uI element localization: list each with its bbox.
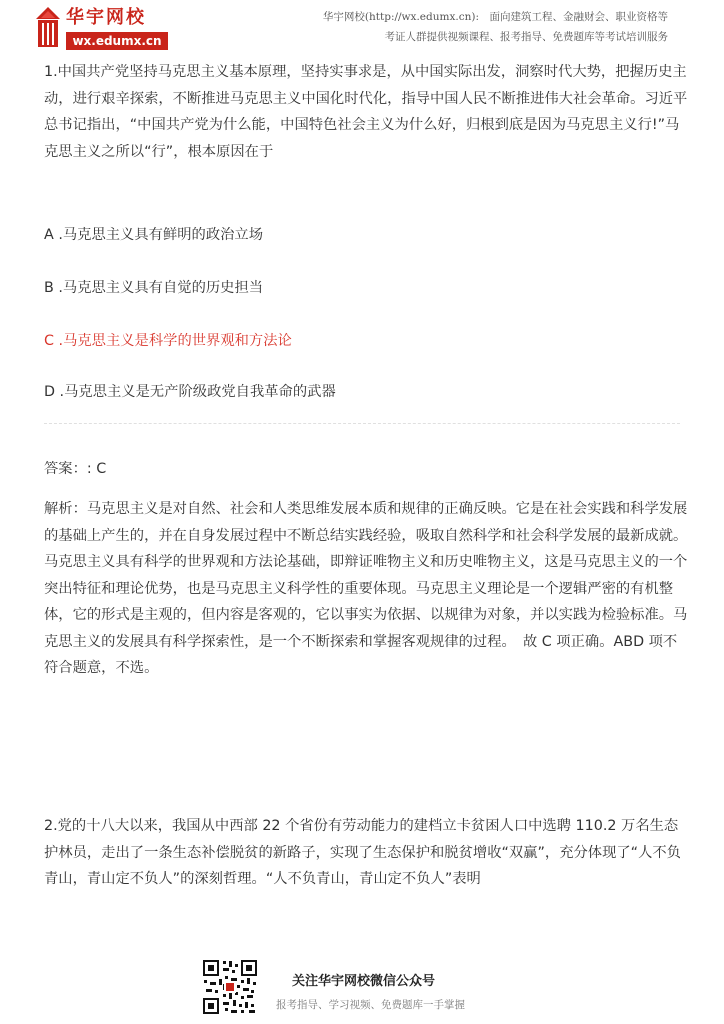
question-2-text: 2.党的十八大以来，我国从中西部 22 个省份有劳动能力的建档立卡贫困人口中选聘 110.2 万名生态护林员，走出了一条生态补偿脱贫的新路子，实现了生态保护和脱贫增收“双赢”，充分体现了“人不负青山，青山定不负人”的深刻哲理。“人不负青山，青山定不负人”表明: [44, 818, 681, 887]
header-tagline-line2: 考证人群提供视频课程、报考指导、免费题库等考试培训服务: [384, 31, 668, 43]
option-a: A .马克思主义具有鲜明的政治立场: [44, 227, 264, 243]
footer-follow-subtitle: 报考指导、学习视频、免费题库一手掌握: [276, 999, 465, 1011]
header-tagline-line1: 华宇网校(http://wx.edumx.cn): 面向建筑工程、金融财会、职业资格等: [322, 11, 668, 23]
site-logo[interactable]: [34, 6, 168, 48]
wechat-qr-code-icon: [201, 958, 259, 1016]
option-c-correct: C .马克思主义是科学的世界观和方法论: [44, 333, 292, 349]
section-divider: [44, 423, 680, 424]
footer-follow-title: 关注华宇网校微信公众号: [292, 974, 436, 989]
logo-url: wx.edumx.cn: [66, 32, 168, 50]
option-d: D .马克思主义是无产阶级政党自我革命的武器: [44, 384, 336, 400]
analysis-text: 解析：马克思主义是对自然、社会和人类思维发展本质和规律的正确反映。它是在社会实践和科学发展的基础上产生的，并在自身发展过程中不断总结实践经验，吸取自然科学和社会科学发展的最新成就。马克思主义具有科学的世界观和方法论基础，即辩证唯物主义和历史唯物主义，这是马克思主义的一个突出特征和理论优势，也是马克思主义科学性的重要体现。马克思主义理论是一个逻辑严密的有机整体，它的形式是主观的，但内容是客观的，它以事实为依据、以规律为对象，并以实践为检验标准。马克思主义的发展具有科学探索性，是一个不断探索和掌握客观规律的过程。 故 C 项正确。ABD 项不符合题意，不选。: [44, 501, 688, 676]
answer-line: 答案：: C: [44, 461, 107, 477]
logo-chinese-name: 华宇网校: [66, 7, 146, 28]
option-b: B .马克思主义具有自觉的历史担当: [44, 280, 264, 296]
page-header: [0, 0, 724, 56]
question-1-text: 1.中国共产党坚持马克思主义基本原理，坚持实事求是，从中国实际出发，洞察时代大势，把握历史主动，进行艰辛探索，不断推进马克思主义中国化时代化，指导中国人民不断推进伟大社会革命。习近平总书记指出，“中国共产党为什么能，中国特色社会主义为什么好，归根到底是因为马克思主义行!”马克思主义之所以“行”，根本原因在于: [44, 64, 688, 160]
pencil-logo-icon: [34, 6, 62, 48]
